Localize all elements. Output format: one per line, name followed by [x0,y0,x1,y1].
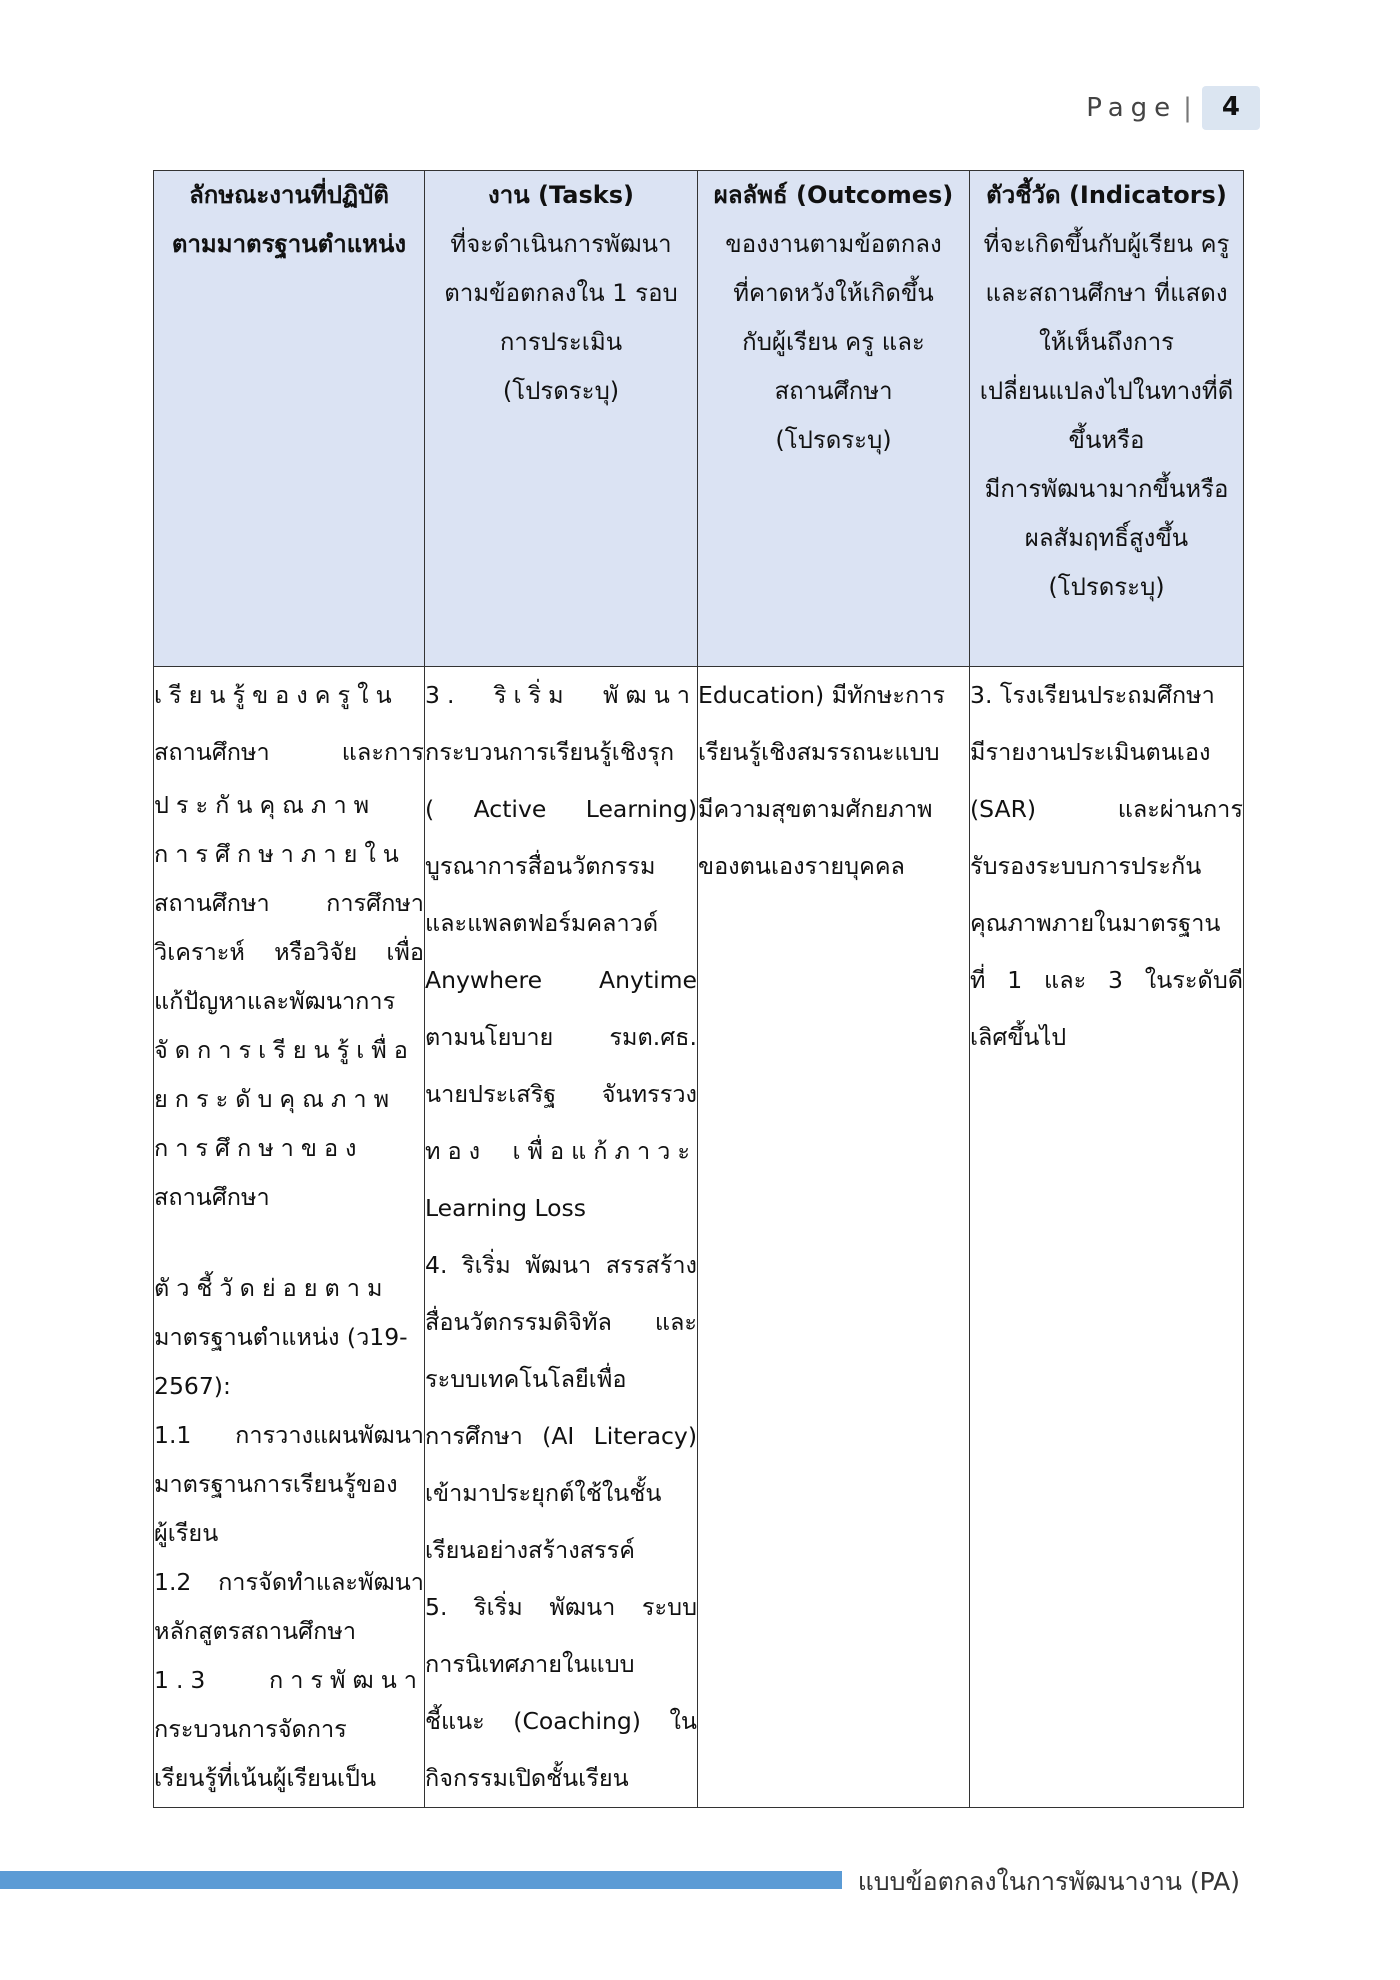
cell-line: ประกันคุณภาพ [154,791,377,819]
cell-line: การนิเทศภายในแบบ [425,1650,635,1678]
cell-line: 1.1 การวางแผนพัฒนา [154,1421,424,1449]
header-cell-duty-characteristics [154,171,425,667]
cell-line: เรียนรู้เชิงสมรรถนะแบบ [698,738,940,766]
cell-line: สื่อนวัตกรรมดิจิทัล และ [425,1308,697,1336]
cell-line: กระบวนการจัดการ [154,1715,347,1743]
cell-line: ชี้แนะ (Coaching) ใน [425,1707,697,1735]
header-cell-outcomes [698,171,970,667]
table-header-row [154,171,1244,667]
cell-line: 3. โรงเรียนประถมศึกษา [970,681,1215,709]
cell-line: เข้ามาประยุกต์ใช้ในชั้น [425,1479,662,1507]
header-line: ตามมาตรฐานตำแหน่ง [171,230,407,258]
cell-line: การศึกษาของ [154,1134,364,1162]
cell-line: เรียนอย่างสร้างสรรค์ [425,1536,635,1564]
header-line: (โปรดระบุ) [502,377,620,405]
header-line: (โปรดระบุ) [1048,573,1165,601]
cell-line: กระบวนการเรียนรู้เชิงรุก [425,738,675,766]
header-line: ตามข้อตกลงใน 1 รอบ [444,279,678,307]
header-title: ลักษณะงานที่ปฏิบัติ [189,181,389,209]
header-title: ผลลัพธ์ (Outcomes) [713,181,954,209]
cell-line: การศึกษาภายใน [154,840,406,868]
cell-line: วิเคราะห์ หรือวิจัย เพื่อ [154,938,424,966]
cell-line: 5. ริเริ่ม พัฒนา ระบบ [425,1593,697,1621]
cell-line: 4. ริเริ่ม พัฒนา สรรสร้าง [425,1251,697,1279]
cell-outcomes [698,667,970,1808]
cell-line: Anywhere Anytime [425,966,697,994]
header-line: ขึ้นหรือ [1068,426,1145,454]
header-line: กับผู้เรียน ครู และ [742,328,925,356]
header-line: และสถานศึกษา ที่แสดง [985,279,1228,307]
cell-line: เรียนรู้ที่เน้นผู้เรียนเป็น [154,1764,377,1792]
header-line: ที่จะเกิดขึ้นกับผู้เรียน ครู [983,230,1230,258]
cell-line: สถานศึกษา การศึกษา [154,889,424,917]
header-title: ตัวชี้วัด (Indicators) [986,181,1227,209]
cell-line: (SAR) และผ่านการ [970,795,1243,823]
cell-line: Learning Loss [425,1194,587,1222]
header-line: ผลสัมฤทธิ์สูงขึ้น [1024,524,1189,552]
footer-document-title: แบบข้อตกลงในการพัฒนางาน (PA) [857,1867,1240,1896]
cell-duty-characteristics [154,667,425,1808]
cell-line: 1.2 การจัดทำและพัฒนา [154,1568,424,1596]
cell-indicators [970,667,1244,1808]
header-line: มีการพัฒนามากขึ้นหรือ [984,475,1229,503]
cell-line: 2567): [154,1372,231,1400]
page-header [1086,86,1260,130]
cell-line: ตัวชี้วัดย่อยตาม [154,1274,390,1302]
cell-line: ทอง เพื่อแก้ภาวะ [425,1137,697,1165]
page-separator: | [1183,93,1192,123]
cell-line: บูรณาการสื่อนวัตกรรม [425,852,656,880]
cell-line: มีความสุขตามศักยภาพ [698,795,933,823]
cell-line: เรียนรู้ของครูใน [154,681,399,709]
cell-line: สถานศึกษา และการ [154,738,424,766]
cell-line: เลิศขึ้นไป [970,1023,1067,1051]
cell-line: รับรองระบบการประกัน [970,852,1202,880]
header-line: การประเมิน [499,328,623,356]
header-line: สถานศึกษา [774,377,893,405]
cell-line: มีรายงานประเมินตนเอง [970,738,1211,766]
header-line: (โปรดระบุ) [775,426,892,454]
cell-line: ( Active Learning) [425,795,697,823]
cell-line: และแพลตฟอร์มคลาวด์ [425,909,659,937]
cell-line: คุณภาพภายในมาตรฐาน [970,909,1221,937]
cell-line: แก้ปัญหาและพัฒนาการ [154,987,396,1015]
header-title: งาน (Tasks) [488,181,634,209]
page-number: 4 [1202,86,1260,130]
cell-line: Education) มีทักษะการ [698,681,946,709]
cell-line: ที่ 1 และ 3 ในระดับดี [970,966,1243,994]
cell-line: จัดการเรียนรู้เพื่อ [154,1036,415,1064]
cell-line: นายประเสริฐ จันทรรวง [425,1080,697,1108]
cell-line: ระบบเทคโนโลยีเพื่อ [425,1365,627,1393]
cell-line: หลักสูตรสถานศึกษา [154,1617,357,1645]
cell-line: สถานศึกษา [154,1183,270,1211]
header-cell-indicators [970,171,1244,667]
cell-line: กิจกรรมเปิดชั้นเรียน [425,1764,629,1792]
cell-tasks [425,667,698,1808]
cell-line: การศึกษา (AI Literacy) [425,1422,697,1450]
cell-line: มาตรฐานการเรียนรู้ของ [154,1470,398,1498]
cell-line: ตามนโยบาย รมต.ศธ. [425,1023,697,1051]
header-line: ให้เห็นถึงการ [1038,328,1175,356]
cell-line: มาตรฐานตำแหน่ง (ว19- [154,1323,408,1351]
cell-line: ยกระดับคุณภาพ [154,1085,397,1113]
cell-line: 1.3 การพัฒนา [154,1666,424,1694]
cell-line: 3. ริเริ่ม พัฒนา [425,681,697,709]
page-label: Page [1086,93,1178,123]
cell-line: ผู้เรียน [154,1519,219,1547]
header-cell-tasks [425,171,698,667]
table-body-row [154,667,1244,1808]
header-line: ที่คาดหวังให้เกิดขึ้น [733,279,934,307]
footer-accent-bar [0,1871,842,1889]
paragraph-gap [154,1222,424,1264]
header-line: ของงานตามข้อตกลง [725,230,942,258]
pa-agreement-table [153,170,1244,1808]
header-line: ที่จะดำเนินการพัฒนา [450,230,672,258]
header-line: เปลี่ยนแปลงไปในทางที่ดี [979,377,1234,405]
cell-line: ของตนเองรายบุคคล [698,852,905,880]
